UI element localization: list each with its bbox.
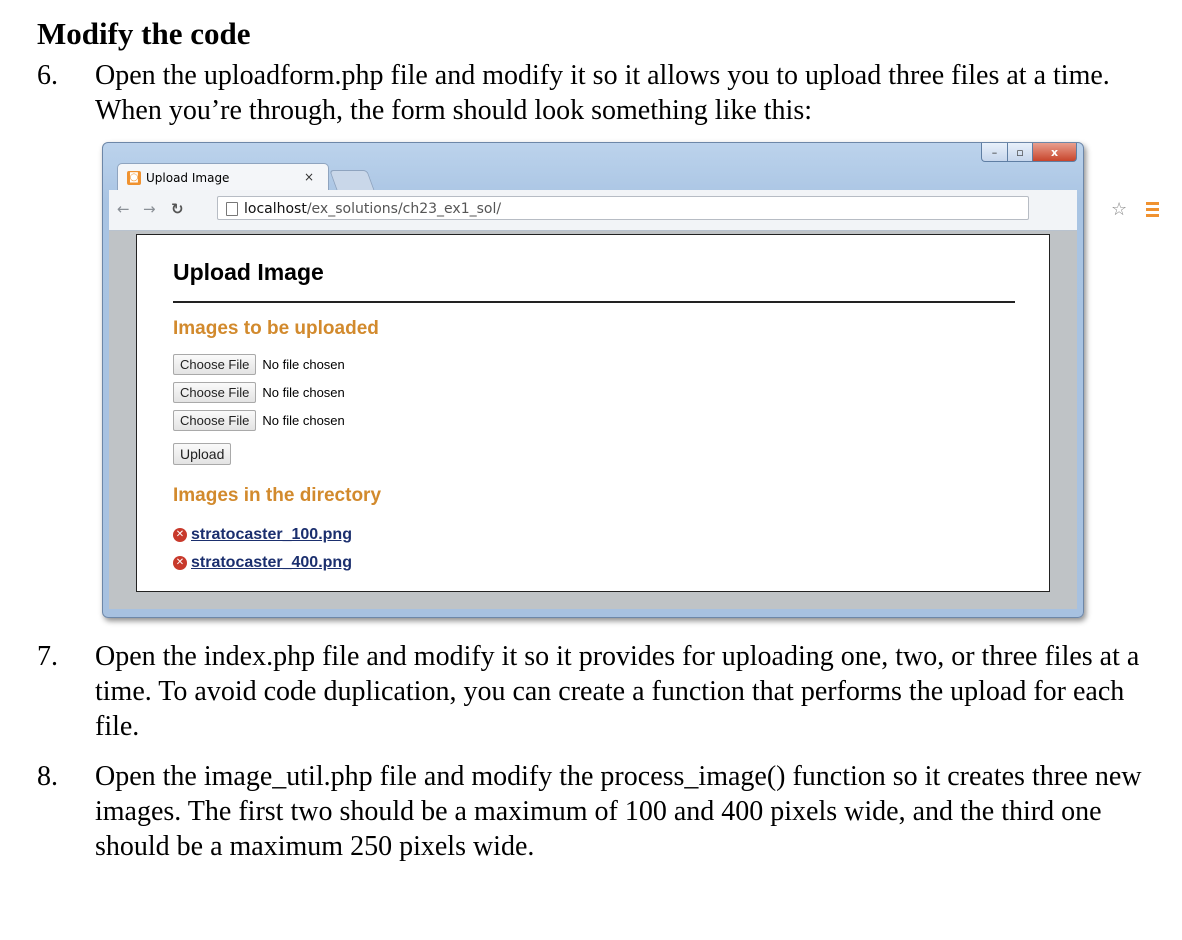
close-button[interactable]: x: [1033, 143, 1077, 162]
browser-window: [102, 142, 1128, 618]
file-status: No file chosen: [262, 356, 345, 372]
step-number: 8.: [37, 761, 58, 792]
directory-heading: Images in the directory: [173, 485, 382, 506]
delete-icon[interactable]: ✕: [173, 528, 187, 542]
url-host: localhost: [244, 201, 307, 217]
list-item: [173, 524, 352, 546]
browser-tab[interactable]: [117, 163, 329, 191]
step-text: Open the image_util.php file and modify the process_image() function so it creates three new images. The first two should be a maximum of 100 and 400 pixels wide, and the third one should be a maximum 250 pixels wide.: [95, 761, 1142, 862]
window-controls: [981, 143, 1077, 162]
file-input[interactable]: [173, 381, 345, 403]
web-page: [136, 234, 1050, 592]
menu-icon[interactable]: [1146, 202, 1159, 220]
star-icon[interactable]: ☆: [1111, 199, 1128, 220]
section-title: Modify the code: [37, 16, 251, 51]
page-icon: [226, 202, 238, 216]
address-bar[interactable]: [217, 196, 1029, 220]
step-number: 6.: [37, 60, 58, 91]
reload-icon[interactable]: ↻: [171, 200, 184, 218]
divider: [173, 301, 1015, 303]
tab-title: Upload Image: [146, 170, 230, 185]
new-tab-button[interactable]: [329, 170, 375, 191]
maximize-button[interactable]: ▫: [1008, 143, 1033, 162]
image-link[interactable]: stratocaster_400.png: [191, 554, 352, 571]
file-input[interactable]: [173, 353, 345, 375]
forward-arrow-icon[interactable]: →: [143, 200, 156, 218]
step-text: Open the uploadform.php file and modify it so it allows you to upload three files at a time. When you’re through, the form should look something like this:: [95, 60, 1110, 126]
back-arrow-icon[interactable]: ←: [117, 200, 130, 218]
browser-viewport: [109, 231, 1077, 609]
choose-file-button[interactable]: Choose File: [173, 382, 256, 403]
file-status: No file chosen: [262, 412, 345, 428]
page-title: Upload Image: [173, 259, 324, 285]
upload-button[interactable]: Upload: [173, 443, 231, 465]
delete-icon[interactable]: ✕: [173, 556, 187, 570]
file-input[interactable]: [173, 409, 345, 431]
browser-toolbar: [109, 190, 1128, 231]
step-number: 7.: [37, 641, 58, 672]
url-path: /ex_solutions/ch23_ex1_sol/: [306, 201, 502, 217]
tab-close-icon[interactable]: ×: [303, 170, 314, 184]
choose-file-button[interactable]: Choose File: [173, 410, 256, 431]
minimize-button[interactable]: –: [981, 143, 1008, 162]
choose-file-button[interactable]: Choose File: [173, 354, 256, 375]
image-link[interactable]: stratocaster_100.png: [191, 526, 352, 543]
upload-heading: Images to be uploaded: [173, 318, 379, 339]
step-text: Open the index.php file and modify it so it provides for uploading one, two, or three files at a time. To avoid code duplication, you can create a function that performs the upload for each file.: [95, 641, 1140, 742]
favicon-icon: ◙: [127, 171, 141, 185]
file-status: No file chosen: [262, 384, 345, 400]
list-item: [173, 552, 352, 574]
